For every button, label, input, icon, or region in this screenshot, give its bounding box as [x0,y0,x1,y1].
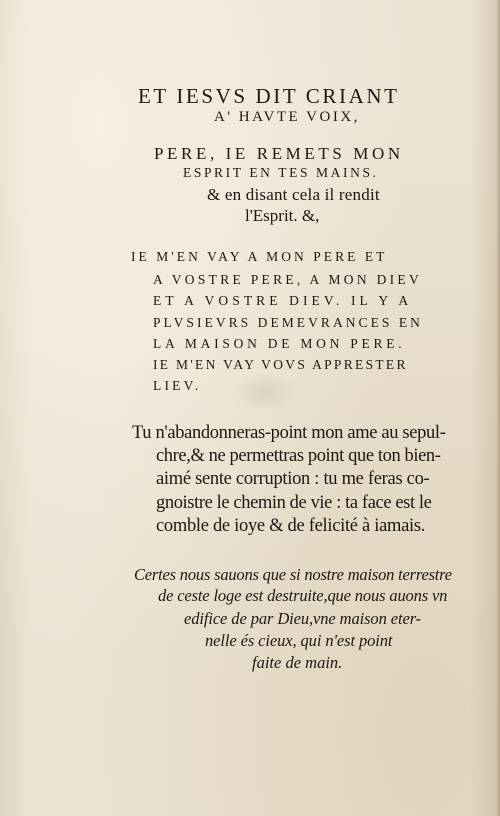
closing-line-5: faite de main. [252,653,343,672]
verse1-line-3: & en disant cela il rendit [207,185,380,204]
psalm-line-3: aimé sente corruption : tu me feras co- [156,469,430,489]
psalm-line-2: chre,& ne permettras point que ton bien- [156,446,441,466]
verse1-line-1: PERE, IE REMETS MON [154,144,404,163]
heading-line-1: ET IESVS DIT CRIANT [138,84,400,108]
verse2-line-6: IE M'EN VAY VOVS APPRESTER [153,357,408,372]
verse2-line-2: A VOSTRE PERE, A MON DIEV [153,272,423,287]
ink-show-through [230,372,300,412]
verse1-line-2: ESPRIT EN TES MAINS. [183,165,379,180]
verse2-line-3: ET A VOSTRE DIEV. IL Y A [153,293,413,308]
page-edge-shadow [496,0,500,816]
psalm-line-1: Tu n'abandonneras-point mon ame au sepul- [132,423,446,443]
closing-line-4: nelle és cieux, qui n'est point [205,631,393,650]
psalm-line-4: gnoistre le chemin de vie : ta face est le [156,493,432,513]
heading-line-2: A' HAVTE VOIX, [214,109,360,125]
psalm-line-5: comble de ioye & de felicité à iamais. [156,516,426,536]
closing-line-2: de ceste loge est destruite,que nous auons vn [158,586,448,605]
verse2-line-4: PLVSIEVRS DEMEVRANCES EN [153,315,423,330]
verse1-line-4: l'Esprit. &, [245,206,320,225]
closing-line-1: Certes nous sauons que si nostre maison terrestre [134,565,452,584]
verse2-line-5: LA MAISON DE MON PERE. [153,336,406,351]
closing-line-3: edifice de par Dieu,vne maison eter- [184,609,422,628]
verse2-line-7: LIEV. [153,378,202,393]
verse2-line-1: IE M'EN VAY A MON PERE ET [131,249,388,264]
